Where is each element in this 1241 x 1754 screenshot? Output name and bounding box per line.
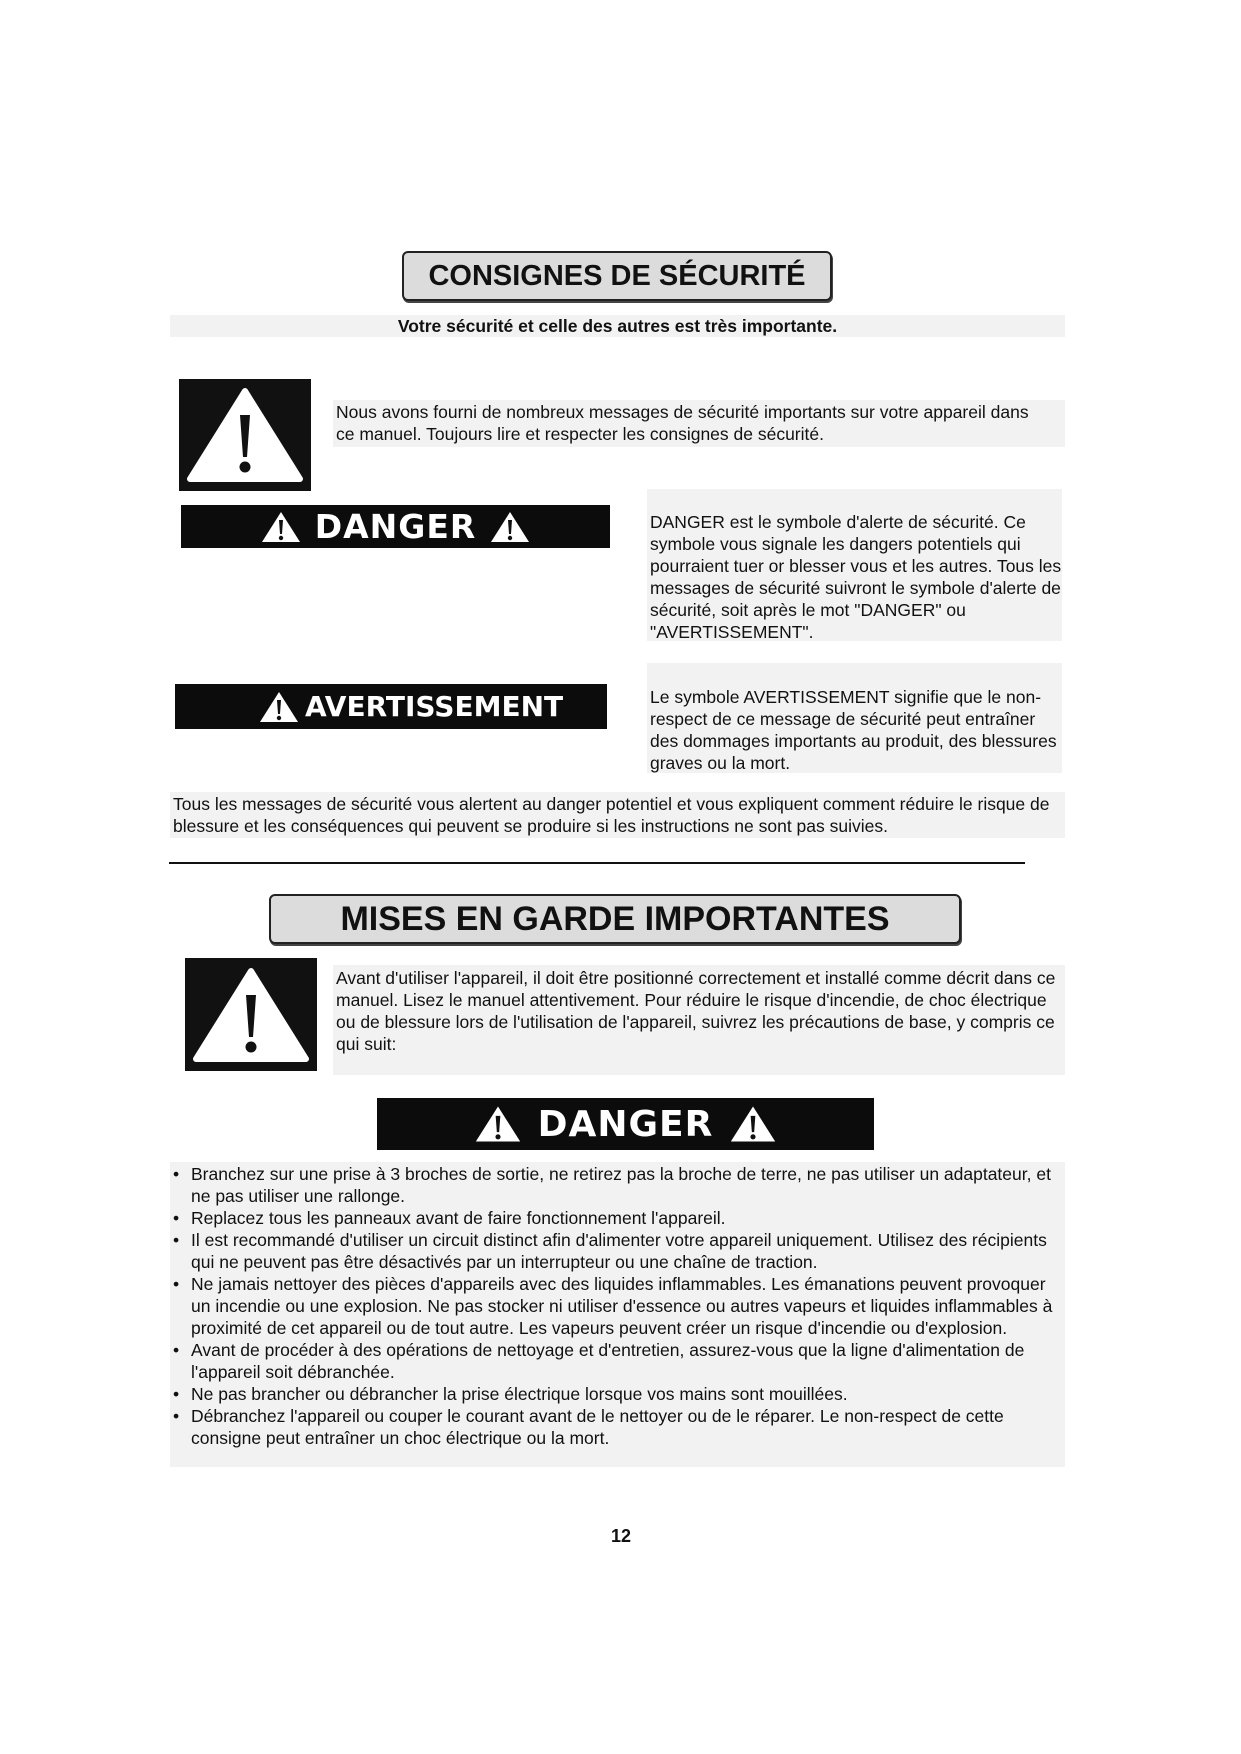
danger-banner-2 [377,1098,874,1150]
precautions-list-container [171,1163,1056,1449]
list-item: • Débranchez l'appareil ou couper le courant avant de le nettoyer ou de le réparer. Le non-respect de cette consigne peut entraîner un choc électrique ou la mort. [191,1405,1056,1449]
danger-label: DANGER [314,507,477,546]
closing-text: Tous les messages de sécurité vous alertent au danger potentiel et vous expliquent comment réduire le risque de blessure et les conséquences qui peuvent se produire si les instructions ne sont pas suivies. [173,794,1050,836]
warning-triangle-icon [488,509,532,545]
warning-triangle-icon [472,1103,524,1145]
warning-triangle-icon [179,379,311,491]
warning-banner [175,684,607,729]
warning-label: AVERTISSEMENT [305,690,564,723]
warning-triangle-icon [259,509,303,545]
page-number: 12 [610,1526,632,1546]
list-item: • Il est recommandé d'utiliser un circuit distinct afin d'alimenter votre appareil uniquement. Utilisez des récipients qui ne peuvent pas être désactivés par un interrupteur ou une chaîne de traction. [191,1229,1056,1273]
warning-triangle-icon [727,1103,779,1145]
list-item: • Replacez tous les panneaux avant de faire fonctionnement l'appareil. [191,1207,1056,1229]
warning-triangle-icon [257,689,301,725]
danger-description: DANGER est le symbole d'alerte de sécurité. Ce symbole vous signale les dangers potentiels qui pourraient tuer or blesser vous et les autres. Tous les messages de sécurité suivront le symbole d'alerte de sécurité, soit après le mot "DANGER" ou "AVERTISSEMENT". [650,512,1062,642]
list-item: • Branchez sur une prise à 3 broches de sortie, ne retirez pas la broche de terre, ne pas utiliser un adaptateur, et ne pas utiliser une rallonge. [191,1163,1056,1207]
warning-triangle-icon [185,958,317,1071]
list-item: • Ne jamais nettoyer des pièces d'appareils avec des liquides inflammables. Les émanations peuvent provoquer un incendie ou une explosion. Ne pas stocker ni utiliser d'essence ou autres vapeurs et liquides inflammables à proximité de cet appareil ou de tout autre. Les vapeurs peuvent créer un risque d'incendie ou d'explosion. [191,1273,1056,1339]
intro-text: Nous avons fourni de nombreux messages de sécurité importants sur votre appareil dans ce manuel. Toujours lire et respecter les consignes de sécurité. [336,402,1029,444]
warning-description: Le symbole AVERTISSEMENT signifie que le non-respect de ce message de sécurité peut entraîner des dommages importants au produit, des blessures graves ou la mort. [650,687,1057,773]
danger-banner [181,505,610,548]
section-title-consignes [402,251,832,301]
danger-label-2: DANGER [537,1103,714,1145]
section-title-mises-en-garde [269,894,961,944]
section-divider [169,862,1025,864]
subtitle: Votre sécurité et celle des autres est très importante. [397,316,838,336]
intro2-text: Avant d'utiliser l'appareil, il doit être positionné correctement et installé comme décrit dans ce manuel. Lisez le manuel attentivement. Pour réduire le risque d'incendie, de choc électrique ou de blessure lors de l'utilisation de l'appareil, suivrez les précautions de base, y compris ce qui suit: [336,968,1056,1054]
section-title-text: CONSIGNES DE SÉCURITÉ [428,260,806,292]
section-title-text: MISES EN GARDE IMPORTANTES [340,900,890,938]
list-item: • Avant de procéder à des opérations de nettoyage et d'entretien, assurez-vous que la ligne d'alimentation de l'appareil soit débranchée. [191,1339,1056,1383]
precautions-list [171,1163,1056,1449]
list-item: • Ne pas brancher ou débrancher la prise électrique lorsque vos mains sont mouillées. [191,1383,1056,1405]
